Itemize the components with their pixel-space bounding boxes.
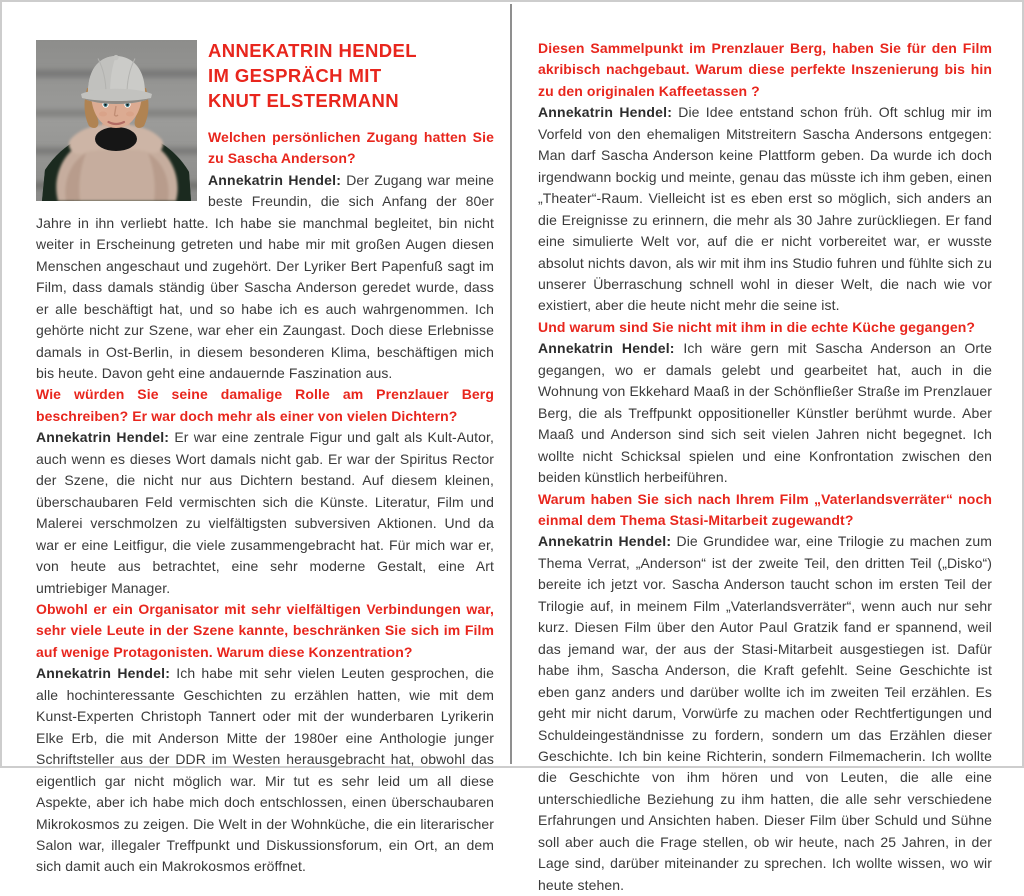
interview-question: Und warum sind Sie nicht mit ihm in die echte Küche gegangen? xyxy=(538,318,976,335)
right-column-text xyxy=(538,38,992,896)
interview-question: Diesen Sammelpunkt im Prenzlauer Berg, haben Sie für den Film akribisch nachgebaut. Warum diese perfekte Inszenierung bis hin zu den originalen Kaffeetassen ? xyxy=(538,40,992,99)
speaker-label: Annekatrin Hendel: xyxy=(208,171,342,188)
title-line-2: IM GESPRÄCH MIT xyxy=(208,65,382,86)
title-line-1: ANNEKATRIN HENDEL xyxy=(208,40,417,61)
interview-answer: Annekatrin Hendel: Ich habe mit sehr vielen Leuten gesprochen, die alle hochinteressante Geschichten zu erzählen hatten, wie mit dem Kunst-Experten Christoph Tannert oder mit der wunderbaren Lyrikerin Elke Erb, die mit Anderson Mitte der 1980er eine Anthologie junger Schriftsteller aus der DDR im Westen herausgebracht hat, obwohl das eigentlich gar nicht möglich war. Mir tut es sehr leid um all diese Aspekte, aber ich habe mich doch entschlossen, einen überschaubaren Mikrokosmos zu zeigen. Die Welt in der Wohnküche, die ein literarischer Salon war, illegaler Treffpunkt und Diskussionsforum, ein Ort, an dem sich damit auch ein Makrokosmos eröffnet. xyxy=(36,665,494,875)
interview-answer: Annekatrin Hendel: Er war eine zentrale Figur und galt als Kult-Autor, auch wenn es dieses Wort damals nicht gab. Er war der Spiritus Rector der Szene, die nicht nur aus Dichtern bestand. Auf diesem kleinen, überschaubaren Feld vermischten sich die Künste. Literatur, Film und Malerei verschmolzen zu vielfältigsten subversiven Aktionen. Und da war er eine Leitfigur, die viele zusammengebracht hat. Für mich war er, von heute aus betrachtet, eine sehr moderne Gestalt, eine Art umtriebiger Manager. xyxy=(36,429,495,596)
interview-question: Wie würden Sie seine damalige Rolle am Prenzlauer Berg beschreiben? Er war doch mehr als einer von vielen Dichtern? xyxy=(36,386,494,424)
left-column-text xyxy=(36,127,494,878)
portrait-photo xyxy=(36,40,197,201)
speaker-label: Annekatrin Hendel: xyxy=(538,533,672,550)
interview-question: Welchen persönlichen Zugang hatten Sie zu Sascha Anderson? xyxy=(208,129,494,167)
interview-question: Warum haben Sie sich nach Ihrem Film „Vaterlandsverräter“ noch einmal dem Thema Stasi-Mitarbeit zugewandt? xyxy=(538,490,992,528)
interview-answer: Annekatrin Hendel: Die Idee entstand schon früh. Oft schlug mir im Vorfeld von den ehemaligen Mitstreitern Sascha Andersons entgegen: Man darf Sascha Anderson keine Plattform geben. Da wurde ich doch irgendwann bockig und meinte, genau das müsste ich ihm geben, einen „Theater“-Raum. Vielleicht ist es eben erst so möglich, sich anders an die Ereignisse zu erinnern, die mehr als 30 Jahre zurückliegen. Er fand eine simulierte Welt vor, auf die er nicht vorbereitet war, er wusste absolut nichts davon, als wir mit ihm ins Studio fuhren und fühlte sich zu unserer Überraschung schnell wohl in dieser Welt, die nach wie vor existiert, aber die heute nicht mehr die seine ist. xyxy=(538,104,992,314)
column-divider xyxy=(510,4,512,764)
speaker-label: Annekatrin Hendel: xyxy=(538,340,675,357)
speaker-label: Annekatrin Hendel: xyxy=(538,104,673,121)
interview-answer: Annekatrin Hendel: Die Grundidee war, eine Trilogie zu machen zum Thema Verrat, „Anderson“ ist der zweite Teil, den dritten Teil („Disko“) bereite ich jetzt vor. Sascha Anderson taucht schon im ersten Teil der Trilogie auf, in meinem Film „Vaterlandsverräter“, wenn auch nur sehr kurz. Diesen Film über den Autor Paul Gratzik fand er spannend, weil das jemand war, der aus der Stasi-Mitarbeit ausgestiegen ist. Dafür habe ihm, Sascha Anderson, die Kraft gefehlt. Seine Geschichte ist eben ganz anders und darüber wollte ich im zweiten Teil erzählen. Es geht mir nicht darum, Vorwürfe zu machen oder Rechtfertigungen und Schuldeingeständnisse zu fordern, sondern um das Erzählen dieser Geschichte. Ich bin keine Richterin, sondern Filmemacherin. Ich wollte die Geschichte von ihm hören und von Leuten, die alle eine unterschiedliche Beziehung zu ihm hatten, die alle sehr verschiedene Erfahrungen und Ansichten haben. Dieser Film über Schuld und Sühne soll aber auch die Frage stellen, ob wir heute, nach 25 Jahren, in der Lage sind, darüber miteinander zu sprechen. Ich wollte wissen, wo wir heute stehen. xyxy=(538,533,992,893)
left-column xyxy=(36,38,494,878)
interview-answer: Annekatrin Hendel: Der Zugang war meine beste Freundin, die sich Anfang der 80er Jahre in ihn verliebt hatte. Ich habe sie manchmal begleitet, bin nicht weiter in Erscheinung getreten und habe mir mit großen Augen diesen Menschen angeschaut und zugehört. Der Lyriker Bert Papenfuß sagt im Film, dass damals ständig über Sascha Anderson geredet wurde, dass er alle beschäftigt hat, und so habe ich es auch wahrgenommen. Ich gehörte nicht zur Szene, war eher ein Zaungast. Doch diese Erlebnisse damals in Ost-Berlin, in diesem besonderen Klima, beschäftigen mich bis heute. Davon geht eine andauernde Faszination aus. xyxy=(36,171,495,381)
title-line-3: KNUT ELSTERMANN xyxy=(208,90,399,111)
right-column xyxy=(538,38,992,896)
speaker-label: Annekatrin Hendel: xyxy=(36,429,170,446)
interview-answer: Annekatrin Hendel: Ich wäre gern mit Sascha Anderson an Orte gegangen, wo er damals gelebt und gearbeitet hat, auch in die Wohnung von Ekkehard Maaß in der Schönfließer Straße im Prenzlauer Berg, die als Treffpunkt oppositioneller Künstler berühmt wurde. Aber Maaß und Anderson sind sich seit vielen Jahren nicht begegnet. Ich wollte nicht Schicksal spielen und eine Konfrontation zwischen den beiden künstlich herbeiführen. xyxy=(538,340,992,486)
speaker-label: Annekatrin Hendel: xyxy=(36,665,171,682)
interview-question: Obwohl er ein Organisator mit sehr vielfältigen Verbindungen war, sehr viele Leute in der Szene kannte, beschränken Sie sich im Film auf wenige Protagonisten. Warum diese Konzentration? xyxy=(36,600,494,660)
